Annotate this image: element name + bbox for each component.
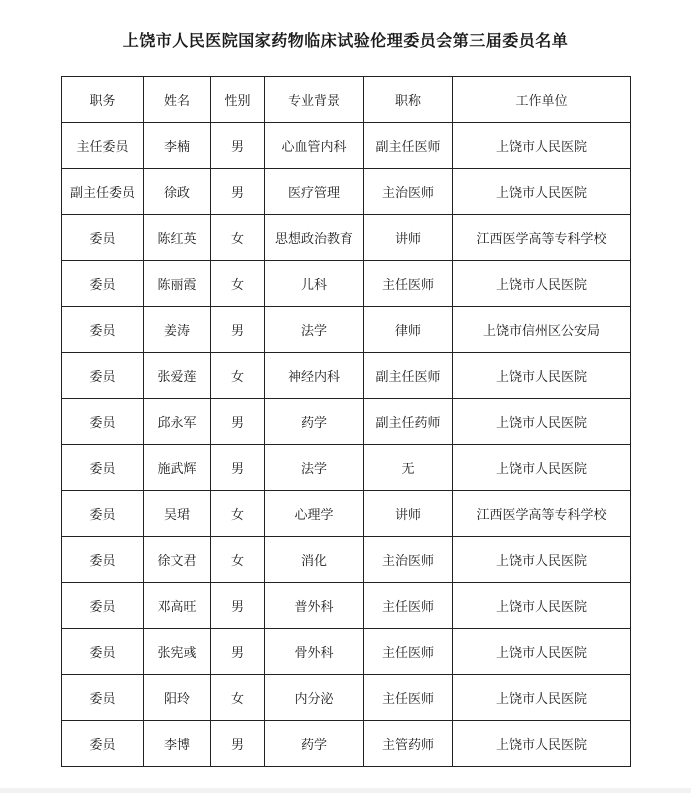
table-row: [62, 491, 631, 537]
cell-gender: 女: [211, 537, 265, 583]
cell-role: 委员: [62, 307, 144, 353]
cell-title: 无: [364, 445, 453, 491]
cell-background: 心血管内科: [265, 123, 364, 169]
cell-title: 主任医师: [364, 675, 453, 721]
cell-gender: 男: [211, 445, 265, 491]
cell-background: 心理学: [265, 491, 364, 537]
cell-title: 主任医师: [364, 629, 453, 675]
cell-gender: 男: [211, 629, 265, 675]
cell-background: 药学: [265, 399, 364, 445]
table-row: [62, 629, 631, 675]
cell-role: 委员: [62, 583, 144, 629]
cell-gender: 男: [211, 123, 265, 169]
cell-title: 副主任医师: [364, 123, 453, 169]
table-row: [62, 445, 631, 491]
cell-background: 普外科: [265, 583, 364, 629]
cell-unit: 上饶市人民医院: [453, 629, 631, 675]
cell-unit: 上饶市人民医院: [453, 123, 631, 169]
cell-gender: 男: [211, 169, 265, 215]
cell-unit: 上饶市人民医院: [453, 583, 631, 629]
cell-unit: 上饶市人民医院: [453, 537, 631, 583]
cell-unit: 上饶市人民医院: [453, 399, 631, 445]
cell-name: 张爱莲: [144, 353, 211, 399]
cell-unit: 上饶市人民医院: [453, 353, 631, 399]
document-title: 上饶市人民医院国家药物临床试验伦理委员会第三届委员名单: [122, 31, 569, 50]
header-gender: 性别: [211, 77, 265, 123]
page-bottom-edge: [0, 788, 691, 793]
cell-name: 邱永军: [144, 399, 211, 445]
header-unit: 工作单位: [453, 77, 631, 123]
cell-unit: 上饶市人民医院: [453, 675, 631, 721]
cell-title: 主任医师: [364, 583, 453, 629]
cell-role: 委员: [62, 445, 144, 491]
table-body: [62, 123, 631, 767]
cell-background: 神经内科: [265, 353, 364, 399]
cell-role: 主任委员: [62, 123, 144, 169]
cell-background: 法学: [265, 307, 364, 353]
header-name: 姓名: [144, 77, 211, 123]
cell-name: 李博: [144, 721, 211, 767]
cell-role: 委员: [62, 491, 144, 537]
cell-unit: 上饶市信州区公安局: [453, 307, 631, 353]
cell-name: 邓高旺: [144, 583, 211, 629]
cell-gender: 男: [211, 721, 265, 767]
table-row: [62, 353, 631, 399]
table-row: [62, 123, 631, 169]
cell-gender: 女: [211, 353, 265, 399]
cell-background: 药学: [265, 721, 364, 767]
cell-gender: 女: [211, 491, 265, 537]
cell-gender: 女: [211, 261, 265, 307]
cell-title: 主治医师: [364, 537, 453, 583]
cell-title: 主任医师: [364, 261, 453, 307]
cell-gender: 男: [211, 399, 265, 445]
cell-name: 徐政: [144, 169, 211, 215]
cell-name: 李楠: [144, 123, 211, 169]
cell-name: 吴珺: [144, 491, 211, 537]
table-row: [62, 537, 631, 583]
cell-name: 施武辉: [144, 445, 211, 491]
cell-name: 阳玲: [144, 675, 211, 721]
cell-gender: 男: [211, 307, 265, 353]
cell-background: 内分泌: [265, 675, 364, 721]
table-row: [62, 261, 631, 307]
cell-role: 委员: [62, 629, 144, 675]
cell-background: 消化: [265, 537, 364, 583]
header-title: 职称: [364, 77, 453, 123]
cell-background: 儿科: [265, 261, 364, 307]
cell-background: 骨外科: [265, 629, 364, 675]
cell-gender: 女: [211, 675, 265, 721]
cell-role: 副主任委员: [62, 169, 144, 215]
cell-title: 副主任药师: [364, 399, 453, 445]
cell-title: 主管药师: [364, 721, 453, 767]
cell-name: 张宪彧: [144, 629, 211, 675]
cell-role: 委员: [62, 537, 144, 583]
table-row: [62, 721, 631, 767]
cell-title: 讲师: [364, 491, 453, 537]
cell-gender: 女: [211, 215, 265, 261]
table-row: [62, 675, 631, 721]
cell-name: 姜涛: [144, 307, 211, 353]
cell-name: 徐文君: [144, 537, 211, 583]
cell-unit: 上饶市人民医院: [453, 721, 631, 767]
table-row: [62, 169, 631, 215]
cell-unit: 上饶市人民医院: [453, 445, 631, 491]
cell-role: 委员: [62, 675, 144, 721]
cell-unit: 上饶市人民医院: [453, 261, 631, 307]
header-background: 专业背景: [265, 77, 364, 123]
cell-role: 委员: [62, 215, 144, 261]
table-row: [62, 399, 631, 445]
cell-role: 委员: [62, 399, 144, 445]
cell-role: 委员: [62, 353, 144, 399]
cell-unit: 江西医学高等专科学校: [453, 215, 631, 261]
table-row: [62, 215, 631, 261]
cell-name: 陈红英: [144, 215, 211, 261]
cell-title: 副主任医师: [364, 353, 453, 399]
cell-background: 医疗管理: [265, 169, 364, 215]
cell-unit: 江西医学高等专科学校: [453, 491, 631, 537]
cell-role: 委员: [62, 261, 144, 307]
cell-title: 主治医师: [364, 169, 453, 215]
cell-unit: 上饶市人民医院: [453, 169, 631, 215]
cell-gender: 男: [211, 583, 265, 629]
committee-roster-table: [61, 76, 631, 767]
cell-title: 讲师: [364, 215, 453, 261]
cell-background: 法学: [265, 445, 364, 491]
table-row: [62, 307, 631, 353]
cell-name: 陈丽霞: [144, 261, 211, 307]
cell-title: 律师: [364, 307, 453, 353]
header-role: 职务: [62, 77, 144, 123]
cell-background: 思想政治教育: [265, 215, 364, 261]
table-row: [62, 583, 631, 629]
table-header-row: [62, 77, 631, 123]
cell-role: 委员: [62, 721, 144, 767]
